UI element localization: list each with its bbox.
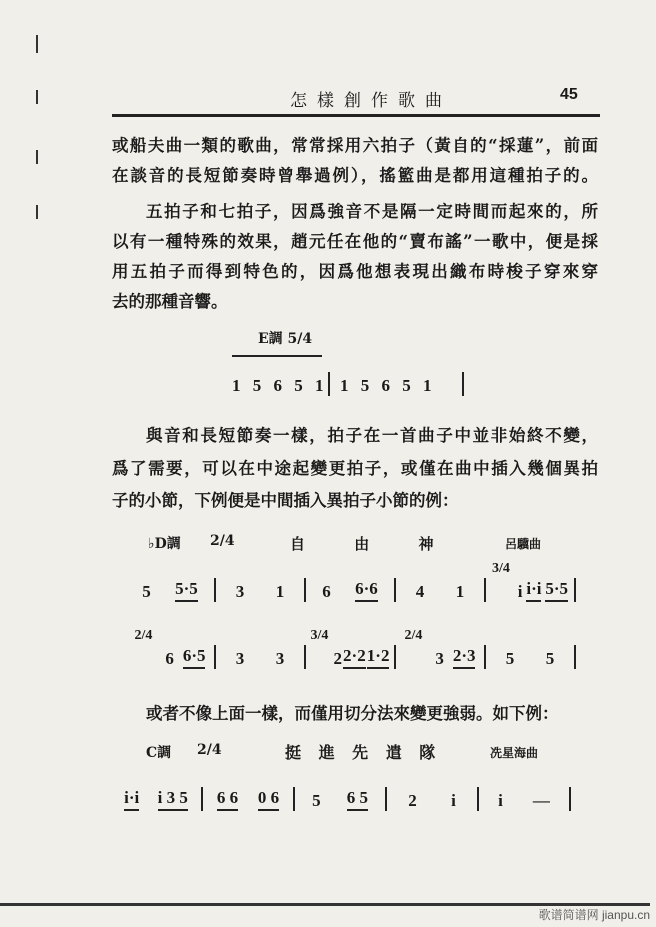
measure [400,628,480,669]
note: 1·2 [367,646,390,669]
note: 5 [142,582,151,601]
barline [484,645,486,669]
barline [484,578,486,602]
example2-row2 [130,628,580,669]
measure [130,579,210,602]
note: 0 6 [258,788,279,811]
measure [207,788,289,811]
note: — [532,791,550,810]
text-line: 用五拍子而得到特色的，因爲他想表現出織布時梭子穿來穿 [112,262,598,281]
text-line: 以有一種特殊的效果，趙元任在他的“賣布謠”一歌中，便是採 [112,232,598,251]
measure [490,561,570,602]
example3-key: C調 [146,745,172,761]
note: 6 [165,649,174,668]
barline [214,578,216,602]
watermark: 歌谱简谱网 jianpu.cn [538,908,650,922]
measure [310,628,390,669]
scan-mark [36,35,38,53]
measure [310,579,390,602]
note: 1 [275,582,285,601]
note: 5 [312,791,321,810]
barline [214,645,216,669]
measure [490,649,570,669]
note: 3 [235,582,245,601]
note: 3 [435,649,444,668]
text-line: 與音和長短節奏一樣，拍子在一首曲子中並非始終不變， [146,426,598,445]
barline [569,787,571,811]
note: i·i [526,579,541,602]
measure [391,791,473,811]
note: 5·5 [545,579,568,602]
example2-time: 2/4 [210,533,235,549]
note: 2 [408,791,417,810]
text-line: 子的小節，下例便是中間插入異拍子小節的例： [112,491,459,510]
page-number: 45 [560,86,578,103]
barline [385,787,387,811]
time-signature: 3/4 [310,628,329,643]
scan-mark [36,150,38,164]
example3-composer: 冼星海曲 [490,746,539,760]
barline [574,645,576,669]
running-header: 怎樣創作歌曲 [290,91,452,111]
note: i 3 5 [158,788,188,811]
note: 6 5 [347,788,368,811]
text-line: 五拍子和七拍子，因爲強音不是隔一定時間而起來的，所 [146,202,598,221]
text-line: 爲了需要，可以在中途起變更拍子，或僅在曲中插入幾個異拍 [112,459,598,478]
scan-mark [36,90,38,104]
barline [574,578,576,602]
note: 3 [275,649,285,668]
barline [293,787,295,811]
scan-mark [36,205,38,219]
measure [483,791,565,811]
text-line: 或船夫曲一類的歌曲，常常採用六拍子（黃自的“採蓮”，前面 [112,136,598,155]
note: i [498,791,503,810]
note: 5 [545,649,555,668]
note: 2 [333,649,342,668]
header-rule [112,114,600,117]
barline [304,645,306,669]
barline [304,578,306,602]
note: 6 [322,582,331,601]
measure [299,788,381,811]
note: 3 [235,649,245,668]
note: 6·5 [183,646,206,669]
text-line: 或者不像上面一樣，而僅用切分法來變更強弱。如下例： [146,704,559,723]
note: 5·5 [175,579,198,602]
measure [220,582,300,602]
measure [220,649,300,669]
note: 2·2 [343,646,366,669]
example1-key: E調 5/4 [258,331,313,347]
example3-title: 挺 進 先 遣 隊 [285,743,442,762]
note: 4 [415,582,425,601]
measure [130,628,210,669]
note: 5 [505,649,515,668]
example3-time: 2/4 [197,742,222,758]
barline [394,578,396,602]
example3-row [115,787,575,811]
barline [394,645,396,669]
note: i [451,791,456,810]
example2-key: ♭D調 [148,536,181,552]
measure [115,788,197,811]
note: 6·6 [355,579,378,602]
time-signature: 2/4 [134,628,153,643]
note: i [517,582,523,601]
note: i·i [124,788,139,811]
beam [232,355,322,357]
barline [477,787,479,811]
text-line: 去的那種音響。 [112,292,228,311]
example2-title: 自 由 神 [290,535,456,553]
time-signature: 3/4 [491,561,510,576]
measure: 1 5 6 5 1 [232,376,328,395]
measure [400,582,480,602]
barline [201,787,203,811]
example2-row1 [130,561,580,602]
barline [328,372,330,396]
note: 6 6 [217,788,238,811]
note: 2·3 [453,646,476,669]
measure: 1 5 6 5 1 [340,376,436,395]
example2-composer: 呂驥曲 [505,537,542,551]
time-signature: 2/4 [404,628,423,643]
text-line: 在談音的長短節奏時曾舉過例），搖籃曲是都用這種拍子的。 [112,166,598,185]
example1-notation [232,372,468,396]
note: 1 [455,582,465,601]
barline [462,372,464,396]
